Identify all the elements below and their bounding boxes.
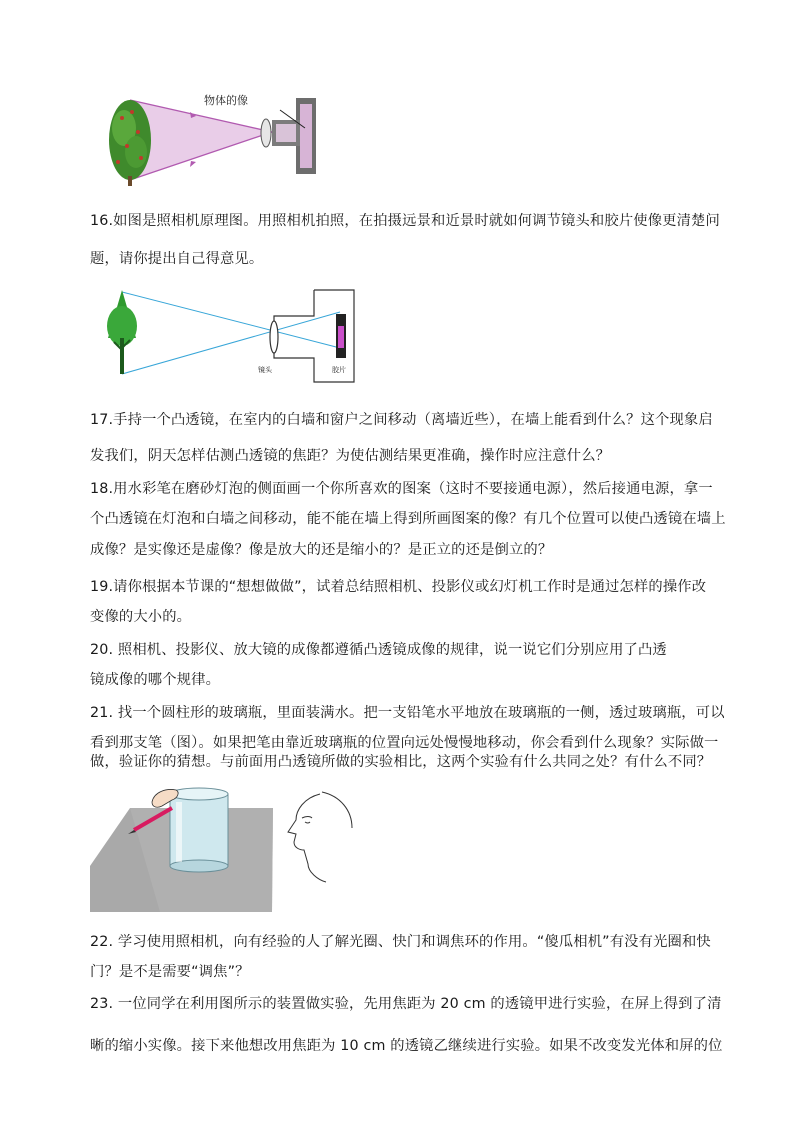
- question-22-line-2: 门？是不是需要“调焦”？: [90, 964, 250, 980]
- camera-principle-figure: [100, 88, 330, 192]
- question-19-line-1: 19.请你根据本节课的“想想做做”，试着总结照相机、投影仪或幻灯机工作时是通过怎样的操作改: [90, 579, 707, 595]
- tree-icon: [107, 290, 137, 374]
- question-18-line-3: 成像？是实像还是虚像？像是放大的还是缩小的？是正立的还是倒立的？: [90, 542, 553, 558]
- film-label: 胶片: [332, 366, 346, 374]
- arrow-bottom: [190, 161, 196, 167]
- ray-top: [122, 292, 340, 348]
- camera-icon: [261, 98, 316, 174]
- ray-bottom: [122, 312, 340, 374]
- question-21-line-3: 做，验证你的猜想。与前面用凸透镜所做的实验相比，这两个实验有什么共同之处？有什么不同？: [90, 754, 712, 770]
- image-label: 物体的像: [204, 94, 248, 107]
- observer-face-icon: [288, 792, 352, 882]
- glass-bottle-figure: [90, 780, 362, 912]
- question-17-line-1: 17.手持一个凸透镜，在室内的白墙和窗户之间移动（离墙近些），在墙上能看到什么？这个现象启: [90, 412, 713, 428]
- question-20-line-2: 镜成像的哪个规律。: [90, 672, 221, 688]
- question-21-line-1: 21. 找一个圆柱形的玻璃瓶，里面装满水。把一支铅笔水平地放在玻璃瓶的一侧，透过玻璃瓶，可以: [90, 705, 725, 721]
- film-image: [338, 326, 344, 348]
- question-19-line-2: 变像的大小的。: [90, 609, 192, 625]
- camera-diagram-figure: [100, 286, 360, 388]
- question-20-line-1: 20. 照相机、投影仪、放大镜的成像都遵循凸透镜成像的规律，说一说它们分别应用了凸透: [90, 642, 667, 658]
- light-cone: [130, 100, 272, 180]
- question-18-line-1: 18.用水彩笔在磨砂灯泡的侧面画一个你所喜欢的图案（这时不要接通电源），然后接通电源，拿一: [90, 481, 713, 497]
- question-17-line-2: 发我们，阴天怎样估测凸透镜的焦距？为使估测结果更准确，操作时应注意什么？: [90, 448, 611, 464]
- question-16-line-2: 题，请你提出自己得意见。: [90, 251, 264, 267]
- question-16-line-1: 16.如图是照相机原理图。用照相机拍照，在拍摄远景和近景时就如何调节镜头和胶片使像更清楚问: [90, 213, 720, 229]
- lens-icon: [270, 321, 278, 353]
- question-22-line-1: 22. 学习使用照相机，向有经验的人了解光圈、快门和调焦环的作用。“傻瓜相机”有没有光圈和快: [90, 934, 711, 950]
- question-21-line-2: 看到那支笔（图）。如果把笔由靠近玻璃瓶的位置向远处慢慢地移动，你会看到什么现象？实际做一: [90, 735, 719, 751]
- question-23-line-1: 23. 一位同学在利用图所示的装置做实验，先用焦距为 20 cm 的透镜甲进行实验，在屏上得到了清: [90, 996, 722, 1012]
- question-23-line-2: 晰的缩小实像。接下来他想改用焦距为 10 cm 的透镜乙继续进行实验。如果不改变发光体和屏的位: [90, 1038, 723, 1054]
- question-18-line-2: 个凸透镜在灯泡和白墙之间移动，能不能在墙上得到所画图案的像？有几个位置可以使凸透镜在墙上: [90, 511, 726, 527]
- lens-label: 镜头: [258, 366, 272, 374]
- glass-cylinder: [170, 788, 228, 872]
